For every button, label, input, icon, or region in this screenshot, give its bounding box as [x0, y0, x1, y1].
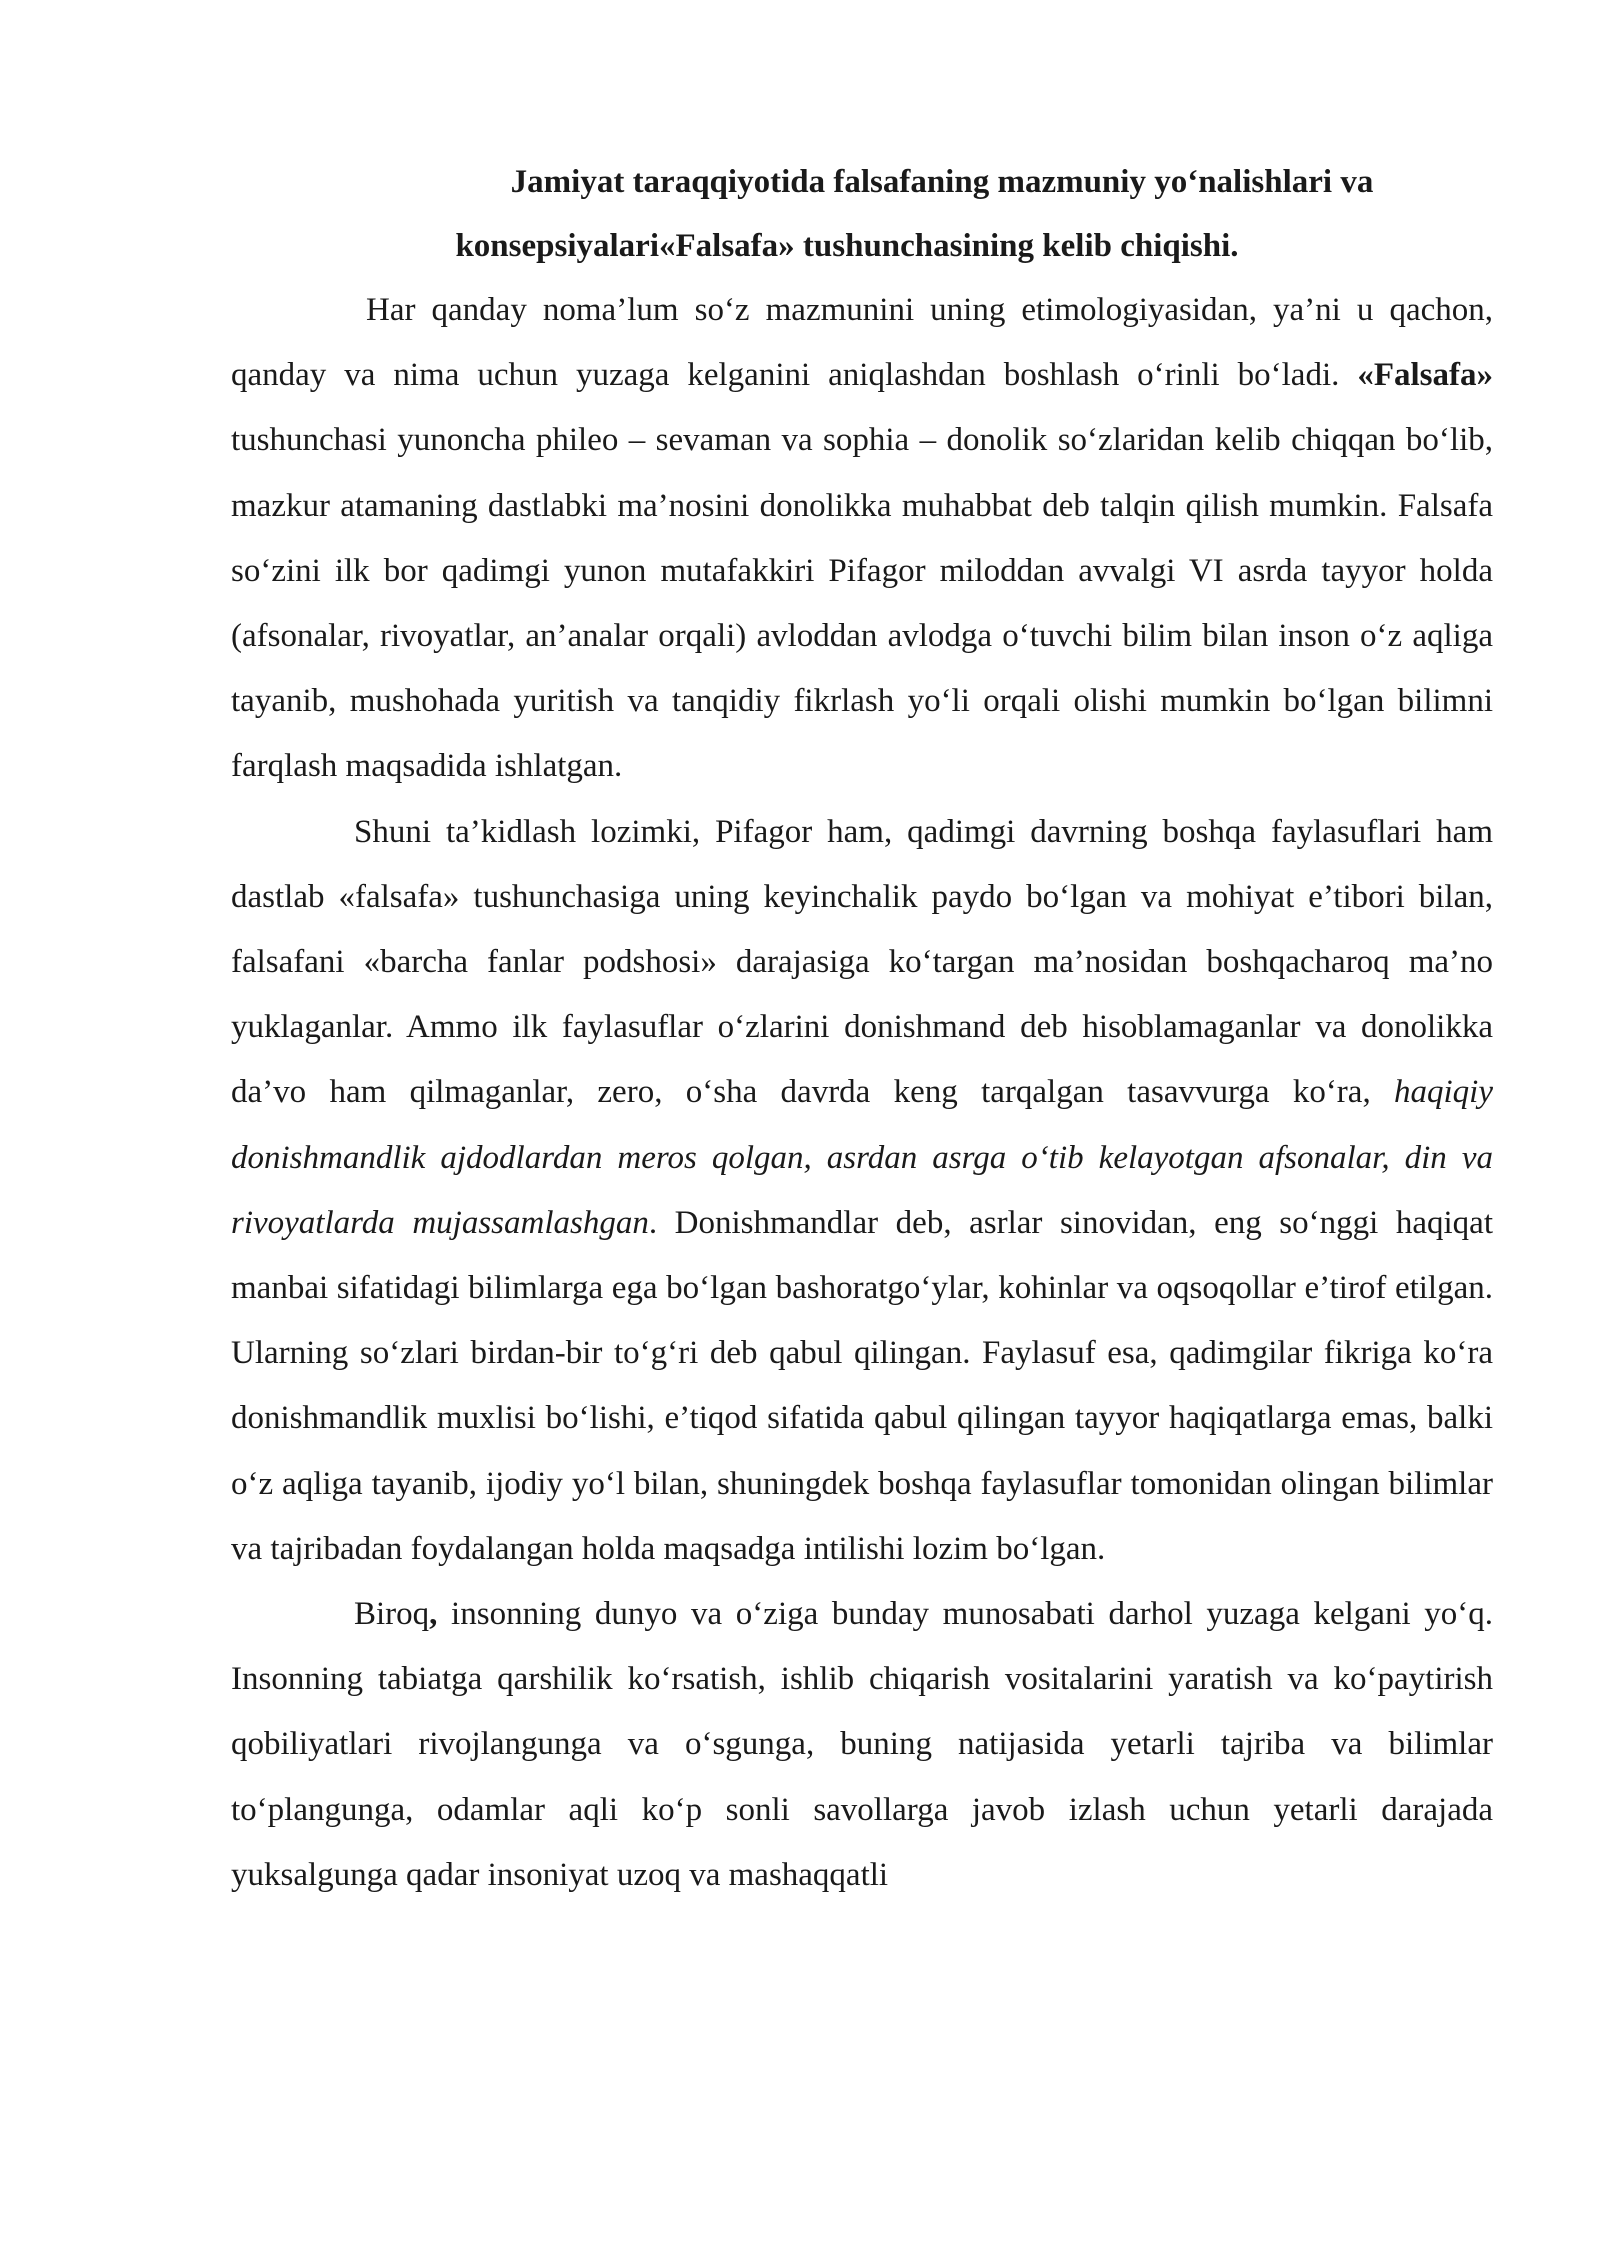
paragraph-2-text-b: . Donishmandlar deb, asrlar sinovidan, eng so‘nggi haqiqat manbai sifatidagi bilimlarga ega bo‘lgan bashoratgo‘ylar, kohinlar va oqsoqollar e’tirof etilgan. Ularning so‘zlari birdan-bir to‘g‘ri deb qabul qilingan. Faylasuf esa, qadimgilar fikriga ko‘ra donishmandlik muxlisi bo‘lishi, e’tiqod sifatida qabul qilingan tayyor haqiqatlarga emas, balki o‘z aqliga tayanib, ijodiy yo‘l bilan, shuningdek boshqa faylasuflar tomonidan olingan bilimlar va tajribadan foydalangan holda maqsadga intilishi lozim bo‘lgan.: [231, 1204, 1493, 1567]
paragraph-1: [231, 278, 1493, 800]
document-page: [231, 150, 1493, 1908]
paragraph-2-italic: haqiqiy donishmandlik ajdodlardan meros qolgan, asrdan asrga o‘tib kelayotgan afsonalar, din va rivoyatlarda mujassamlashgan: [231, 1074, 1493, 1241]
title-line-2: konsepsiyalari«Falsafa» tushunchasining kelib chiqishi.: [455, 228, 1239, 264]
paragraph-3-text-a: Biroq: [354, 1596, 430, 1633]
title-line-1: Jamiyat taraqqiyotida falsafaning mazmuniy yo‘nalishlari va: [510, 164, 1374, 200]
paragraph-3: [231, 1582, 1493, 1908]
document-title: [231, 150, 1493, 278]
paragraph-2-text-a: Shuni ta’kidlash lozimki, Pifagor ham, qadimgi davrning boshqa faylasuflari ham dastlab «falsafa» tushunchasiga uning keyinchalik paydo bo‘lgan va mohiyat e’tibori bilan, falsafani «barcha fanlar podshosi» darajasiga ko‘targan ma’nosidan boshqacharoq ma’no yuklaganlar. Ammo ilk faylasuflar o‘zlarini donishmand deb hisoblamaganlar va donolikka da’vo ham qilmaganlar, zero, o‘sha davrda keng tarqalgan tasavvurga ko‘ra,: [231, 813, 1493, 1111]
paragraph-1-text-a: Har qanday noma’lum so‘z mazmunini uning etimologiyasidan, ya’ni u qachon, qanday va nima uchun yuzaga kelganini aniqlashdan boshlash o‘rinli bo‘ladi.: [231, 292, 1493, 394]
paragraph-3-bold: ,: [429, 1596, 438, 1633]
paragraph-1-bold-term: «Falsafa»: [1357, 357, 1493, 394]
paragraph-3-text-b: insonning dunyo va o‘ziga bunday munosabati darhol yuzaga kelgani yo‘q. Insonning tabiatga qarshilik ko‘rsatish, ishlib chiqarish vositalarini yaratish va ko‘paytirish qobiliyatlari rivojlangunga va o‘sgunga, buning natijasida yetarli tajriba va bilimlar to‘plangunga, odamlar aqli ko‘p sonli savollarga javob izlash uchun yetarli darajada yuksalgunga qadar insoniyat uzoq va mashaqqatli: [231, 1596, 1493, 1893]
paragraph-1-text-b: tushunchasi yunoncha phileo – sevaman va sophia – donolik so‘zlaridan kelib chiqqan bo‘lib, mazkur atamaning dastlabki ma’nosini donolikka muhabbat deb talqin qilish mumkin. Falsafa so‘zini ilk bor qadimgi yunon mutafakkiri Pifagor miloddan avvalgi VI asrda tayyor holda (afsonalar, rivoyatlar, an’analar orqali) avloddan avlodga o‘tuvchi bilim bilan inson o‘z aqliga tayanib, mushohada yuritish va tanqidiy fikrlash yo‘li orqali olishi mumkin bo‘lgan bilimni farqlash maqsadida ishlatgan.: [231, 422, 1493, 785]
paragraph-2: [231, 800, 1493, 1582]
